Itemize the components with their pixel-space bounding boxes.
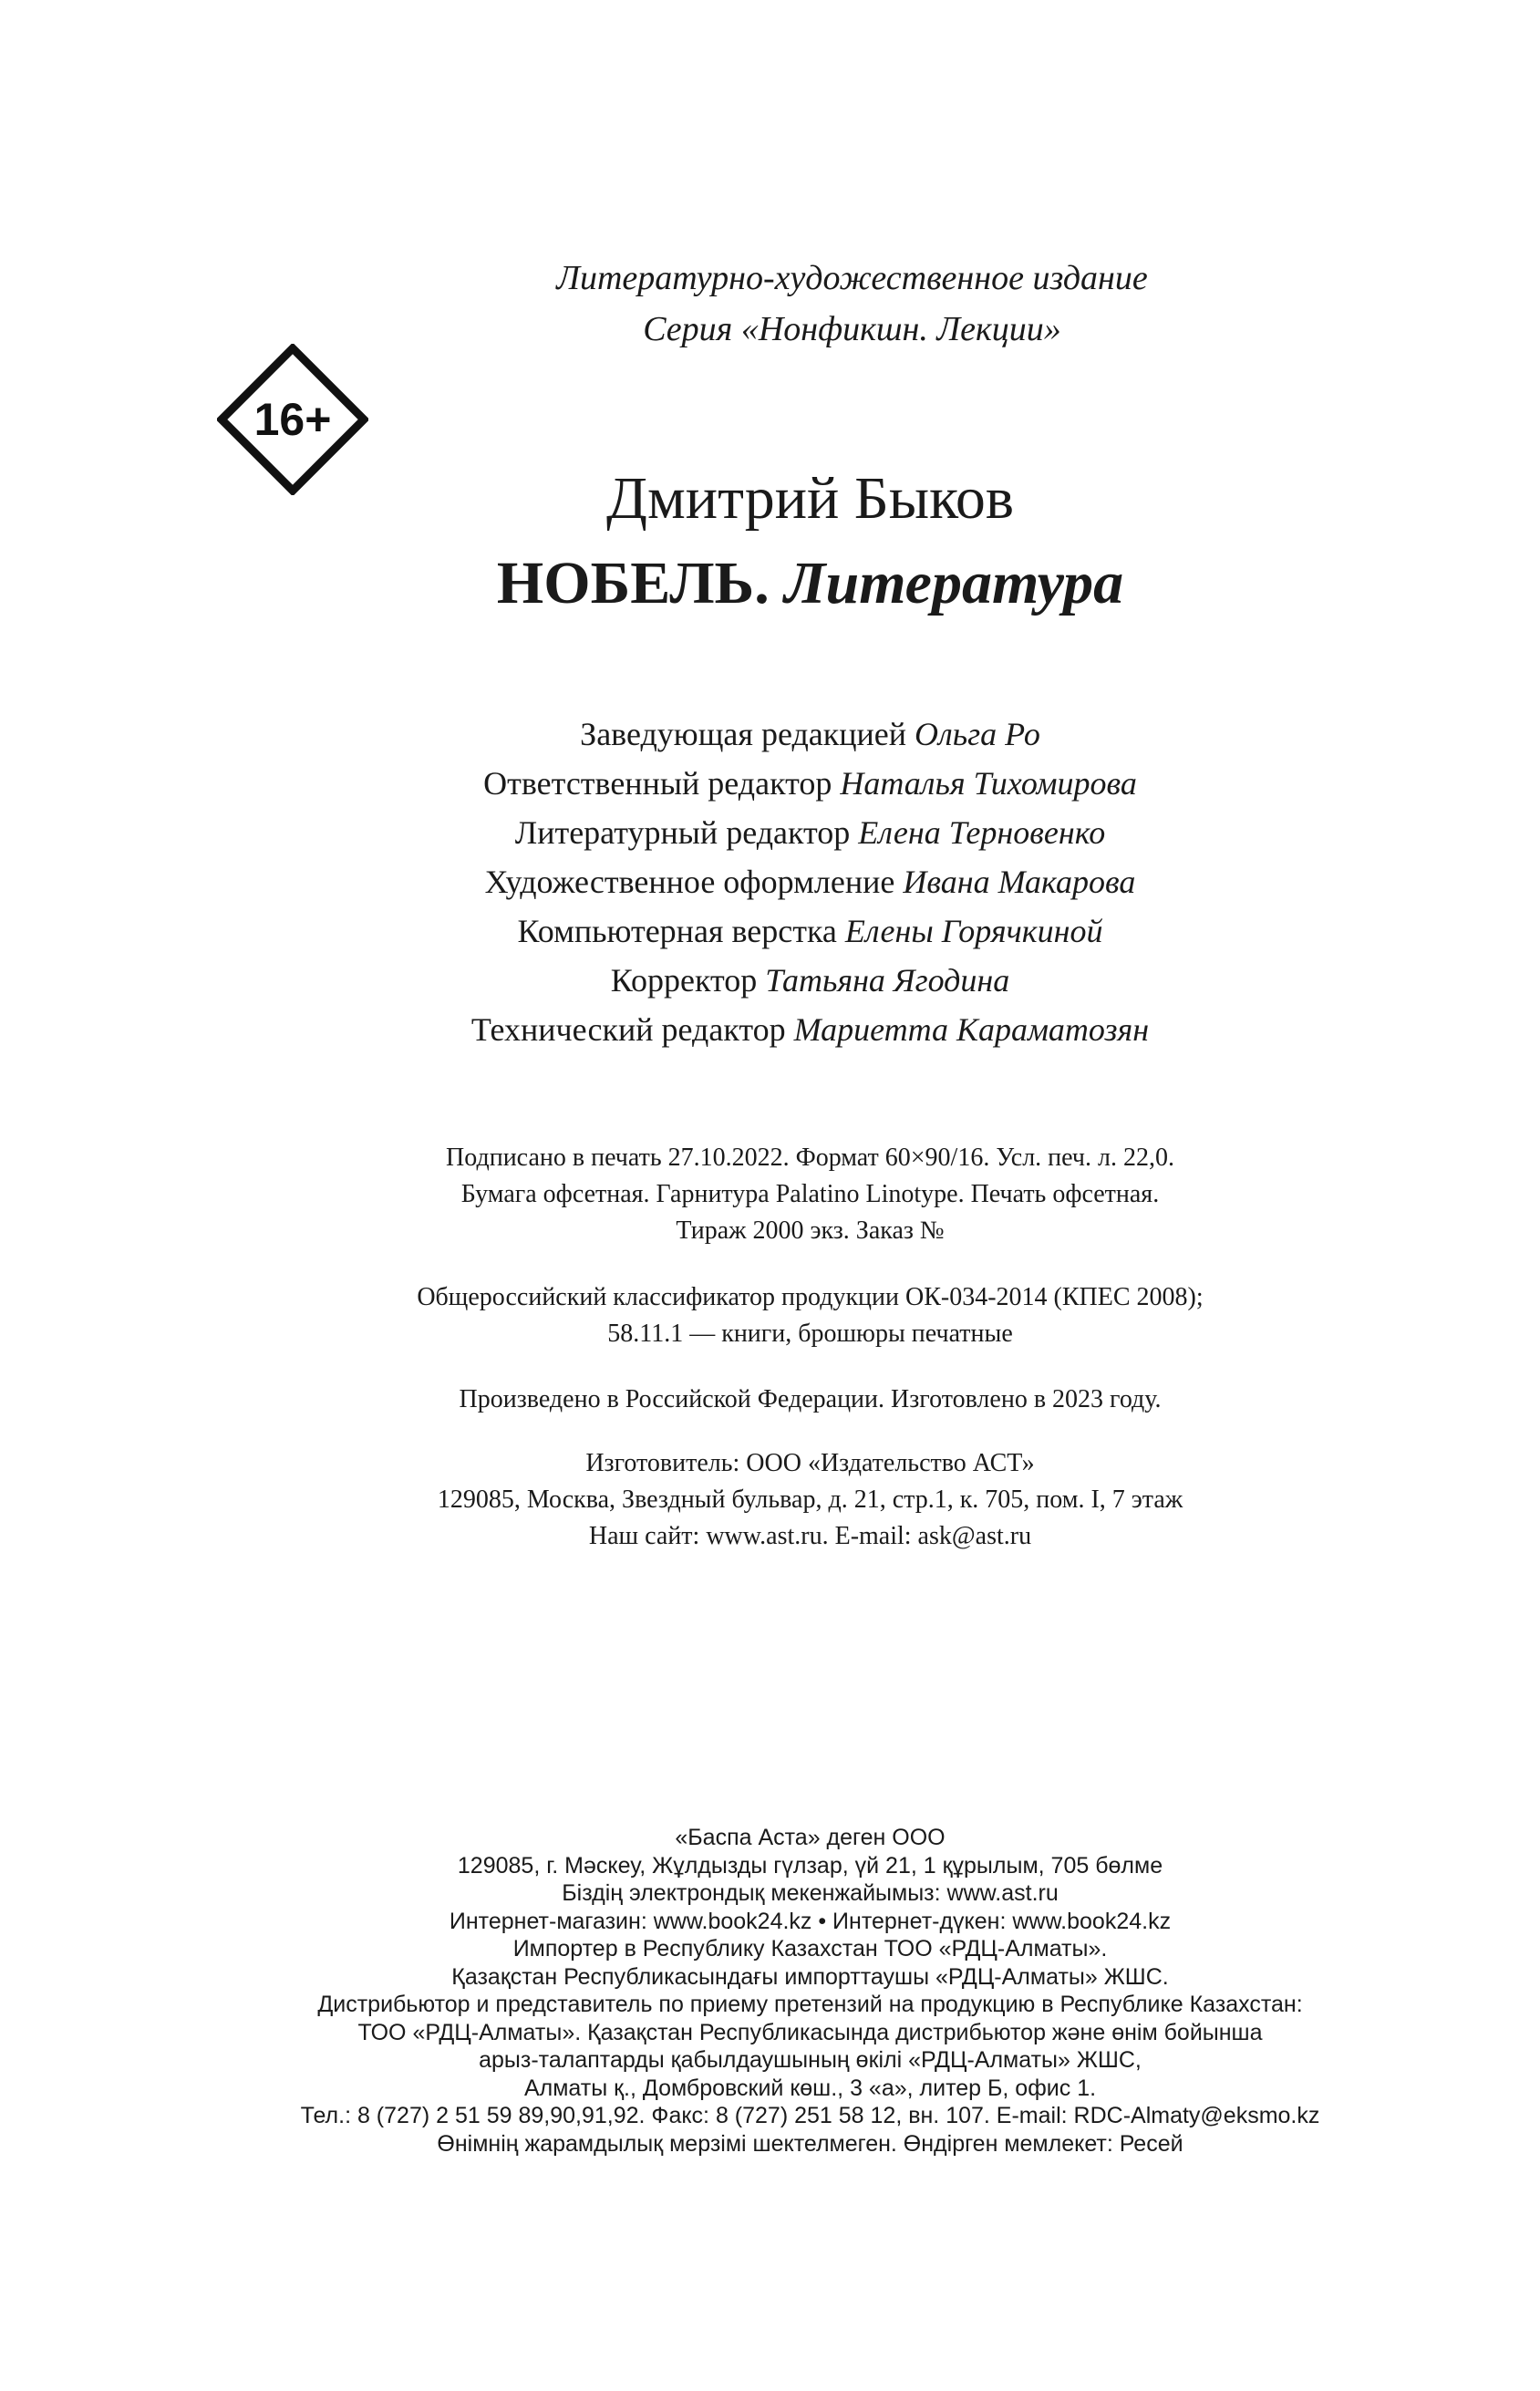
- credit-person: Татьяна Ягодина: [765, 962, 1010, 999]
- kz-line: Өнімнің жарамдылық мерзімі шектелмеген. Өндірген мемлекет: Ресей: [437, 2130, 1183, 2157]
- credit-person: Ольга Ро: [915, 716, 1040, 752]
- kz-line: Дистрибьютор и представитель по приему претензий на продукцию в Республике Казахстан:: [317, 1992, 1303, 2017]
- kz-line: Импортер в Республику Казахстан ТОО «РДЦ-Алматы».: [512, 1936, 1108, 1961]
- kz-line: Тел.: 8 (727) 2 51 59 89,90,91,92. Факс: 8 (727) 251 58 12, вн. 107. E-mail: RDC-Almaty@eksmo.kz: [300, 2103, 1320, 2128]
- kz-line: арыз-талаптарды қабылдаушының өкілі «РДЦ-Алматы» ЖШС,: [479, 2047, 1142, 2073]
- credit-person: Елены Горячкиной: [844, 913, 1103, 949]
- production-info: [40, 1382, 1540, 1418]
- credit-row: [40, 1005, 1540, 1054]
- credit-row: [40, 759, 1540, 808]
- manufacturer-info: [40, 1445, 1540, 1555]
- print-line: Тираж 2000 экз. Заказ №: [676, 1216, 945, 1245]
- author-name: Дмитрий Быков: [605, 465, 1014, 532]
- credits-list: [40, 709, 1540, 1054]
- print-line: 58.11.1 — книги, брошюры печатные: [607, 1320, 1013, 1348]
- kz-line: ТОО «РДЦ-Алматы». Қазақстан Республикасында дистрибьютор және өнім бойынша: [357, 2019, 1263, 2045]
- credit-role: Литературный редактор: [514, 814, 851, 851]
- print-line: Бумага офсетная. Гарнитура Palatino Linotype. Печать офсетная.: [460, 1180, 1160, 1208]
- credit-row: [40, 956, 1540, 1005]
- credit-person: Мариетта Караматозян: [793, 1011, 1150, 1048]
- book-title-sub: Литература: [784, 550, 1124, 616]
- credit-role: Заведующая редакцией: [580, 716, 907, 752]
- series-name: Серия «Нонфикшн. Лекции»: [643, 310, 1061, 348]
- print-line: Наш сайт: www.ast.ru. E-mail: ask@ast.ru: [588, 1522, 1032, 1550]
- kazakhstan-imprint: [40, 1824, 1540, 2158]
- kz-line: «Баспа Аста» деген ООО: [675, 1825, 946, 1850]
- credit-role: Художественное оформление: [484, 864, 895, 900]
- age-rating-text: 16+: [253, 394, 332, 445]
- credit-row: [40, 857, 1540, 906]
- credit-role: Корректор: [610, 962, 758, 999]
- credit-role: Компьютерная верстка: [517, 913, 837, 949]
- kz-line: Біздің электрондық мекенжайымыз: www.ast.ru: [562, 1880, 1059, 1906]
- credit-person: Елена Терновенко: [858, 814, 1106, 851]
- credit-row: [40, 709, 1540, 759]
- print-line: Изготовитель: ООО «Издательство АСТ»: [585, 1449, 1035, 1477]
- credit-row: [40, 906, 1540, 956]
- product-classifier: [40, 1279, 1540, 1352]
- credit-person: Ивана Макарова: [903, 864, 1136, 900]
- credit-row: [40, 808, 1540, 857]
- kz-line: Алматы қ., Домбровский көш., 3 «а», литер Б, офис 1.: [523, 2075, 1097, 2101]
- credit-role: Технический редактор: [470, 1011, 786, 1048]
- print-specs: [40, 1140, 1540, 1249]
- edition-type: Литературно-художественное издание: [556, 259, 1148, 297]
- print-line: Подписано в печать 27.10.2022. Формат 60×90/16. Усл. печ. л. 22,0.: [446, 1144, 1174, 1172]
- book-title: [40, 547, 1540, 620]
- print-line: Произведено в Российской Федерации. Изготовлено в 2023 году.: [459, 1385, 1162, 1413]
- edition-header: [82, 253, 1540, 355]
- kz-line: Қазақстан Республикасындағы импорттаушы «РДЦ-Алматы» ЖШС.: [451, 1963, 1169, 1990]
- credit-role: Ответственный редактор: [483, 765, 832, 802]
- credit-person: Наталья Тихомирова: [840, 765, 1137, 802]
- kz-line: 129085, г. Мәскеу, Жұлдызды гүлзар, үй 21, 1 құрылым, 705 бөлме: [457, 1852, 1163, 1879]
- print-line: 129085, Москва, Звездный бульвар, д. 21, стр.1, к. 705, пом. I, 7 этаж: [437, 1485, 1183, 1514]
- kz-line: Интернет-магазин: www.book24.kz • Интернет-дүкен: www.book24.kz: [449, 1908, 1172, 1934]
- book-title-main: НОБЕЛЬ.: [496, 550, 770, 616]
- print-line: Общероссийский классификатор продукции ОК-034-2014 (КПЕС 2008);: [417, 1283, 1204, 1311]
